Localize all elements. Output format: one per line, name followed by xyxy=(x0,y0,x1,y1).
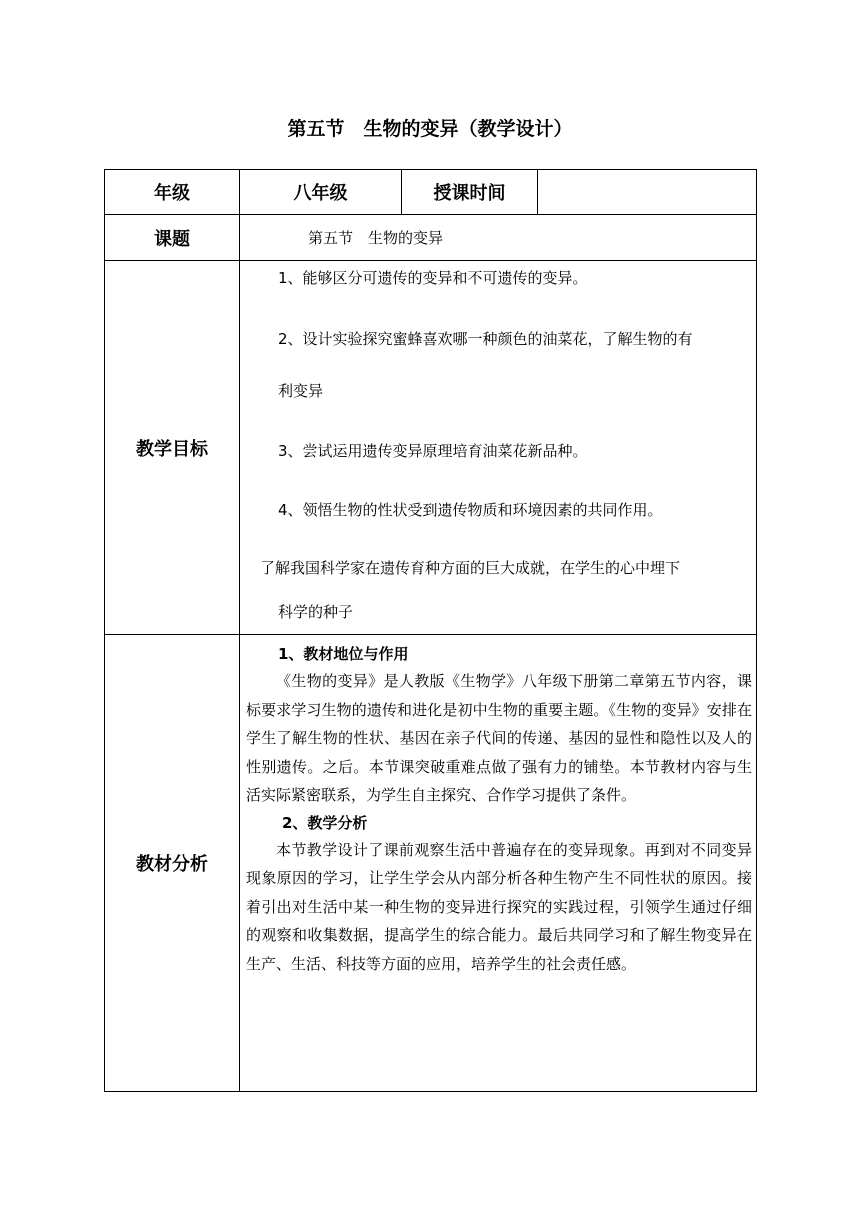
goal-line: 利变异 xyxy=(278,382,324,400)
material-analysis-label: 教材分析 xyxy=(105,635,240,1092)
topic-value: 第五节 生物的变异 xyxy=(240,215,757,261)
grade-label: 年级 xyxy=(105,170,240,215)
grade-value: 八年级 xyxy=(240,170,402,215)
lesson-plan-table xyxy=(104,169,757,1092)
section-heading: 1、教材地位与作用 xyxy=(278,645,409,663)
topic-label: 课题 xyxy=(105,215,240,261)
section-heading: 2、教学分析 xyxy=(282,813,368,832)
goal-line: 4、领悟生物的性状受到遗传物质和环境因素的共同作用。 xyxy=(278,501,663,519)
section-paragraph: 《生物的变异》是人教版《生物学》八年级下册第二章第五节内容，课标要求学习生物的遗传和进化是初中生物的重要主题。《生物的变异》安排在学生了解生物的性状、基因在亲子代间的传递、基因的显性和隐性以及人的性别遗传。之后。本节课突破重难点做了强有力的铺垫。本节教材内容与生活实际紧密联系，为学生自主探究、合作学习提供了条件。 xyxy=(246,672,752,804)
teaching-goals-label: 教学目标 xyxy=(105,261,240,635)
goal-line: 2、设计实验探究蜜蜂喜欢哪一种颜色的油菜花，了解生物的有 xyxy=(278,330,693,348)
goal-line: 科学的种子 xyxy=(278,603,354,621)
goal-line: 1、能够区分可遗传的变异和不可遗传的变异。 xyxy=(278,269,588,287)
goal-line: 了解我国科学家在遗传育种方面的巨大成就，在学生的心中埋下 xyxy=(260,559,681,577)
teaching-goals-cell xyxy=(240,261,757,635)
class-time-value xyxy=(538,170,757,215)
class-time-label: 授课时间 xyxy=(402,170,538,215)
document-title: 第五节 生物的变异（教学设计） xyxy=(287,118,573,140)
section-paragraph: 本节教学设计了课前观察生活中普遍存在的变异现象。再到对不同变异现象原因的学习，让学生学会从内部分析各种生物产生不同性状的原因。接着引出对生活中某一种生物的变异进行探究的实践过程，引领学生通过仔细的观察和收集数据，提高学生的综合能力。最后共同学习和了解生物变异在生产、生活、科技等方面的应用，培养学生的社会责任感。 xyxy=(246,840,752,973)
material-analysis-cell xyxy=(240,635,757,1092)
goal-line: 3、尝试运用遗传变异原理培育油菜花新品种。 xyxy=(278,442,588,460)
